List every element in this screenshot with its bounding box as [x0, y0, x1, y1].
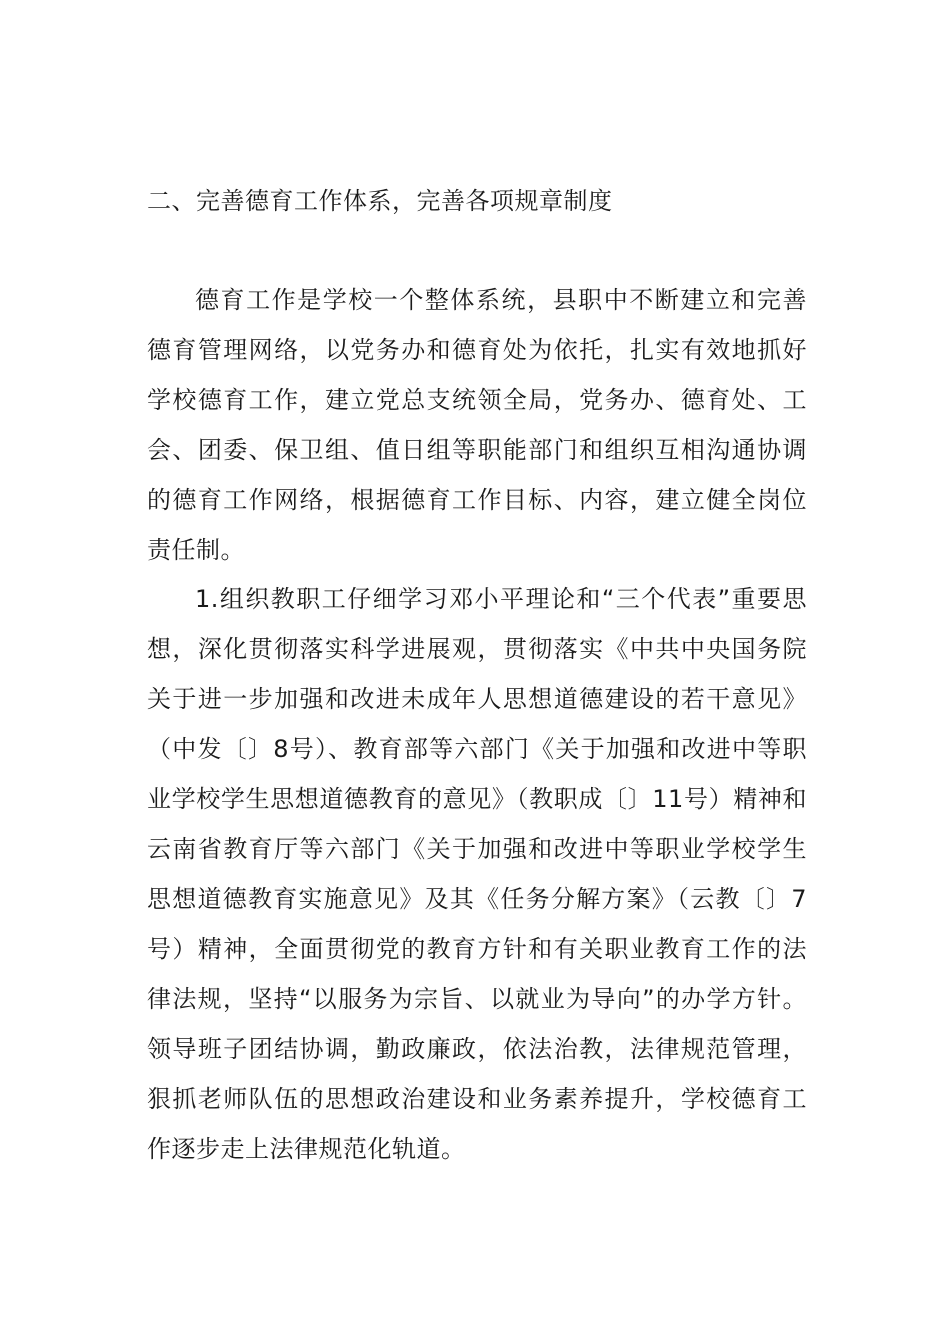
paragraph-moral-education-system: 德育工作是学校一个整体系统，县职中不断建立和完善德育管理网络，以党务办和德育处为依托，扎实有效地抓好学校德育工作，建立党总支统领全局，党务办、德育处、工会、团委、保卫组、值日组等职能部门和组织互相沟通协调的德育工作网络，根据德育工作目标、内容，建立健全岗位责任制。	[147, 286, 807, 564]
paragraph-staff-study: 1.组织教职工仔细学习邓小平理论和“三个代表”重要思想，深化贯彻落实科学进展观，贯彻落实《中共中央国务院关于进一步加强和改进未成年人思想道德建设的若干意见》（中发〔〕8号）、教育部等六部门《关于加强和改进中等职业学校学生思想道德教育的意见》（教职成〔〕11号）精神和云南省教育厅等六部门《关于加强和改进中等职业学校学生思想道德教育实施意见》及其《任务分解方案》（云教〔〕7号）精神，全面贯彻党的教育方针和有关职业教育工作的法律法规，坚持“以服务为宗旨、以就业为导向”的办学方针。领导班子团结协调，勤政廉政，依法治教，法律规范管理，狠抓老师队伍的思想政治建设和业务素养提升，学校德育工作逐步走上法律规范化轨道。	[147, 585, 807, 1163]
section-heading: 二、完善德育工作体系，完善各项规章制度	[147, 187, 613, 215]
